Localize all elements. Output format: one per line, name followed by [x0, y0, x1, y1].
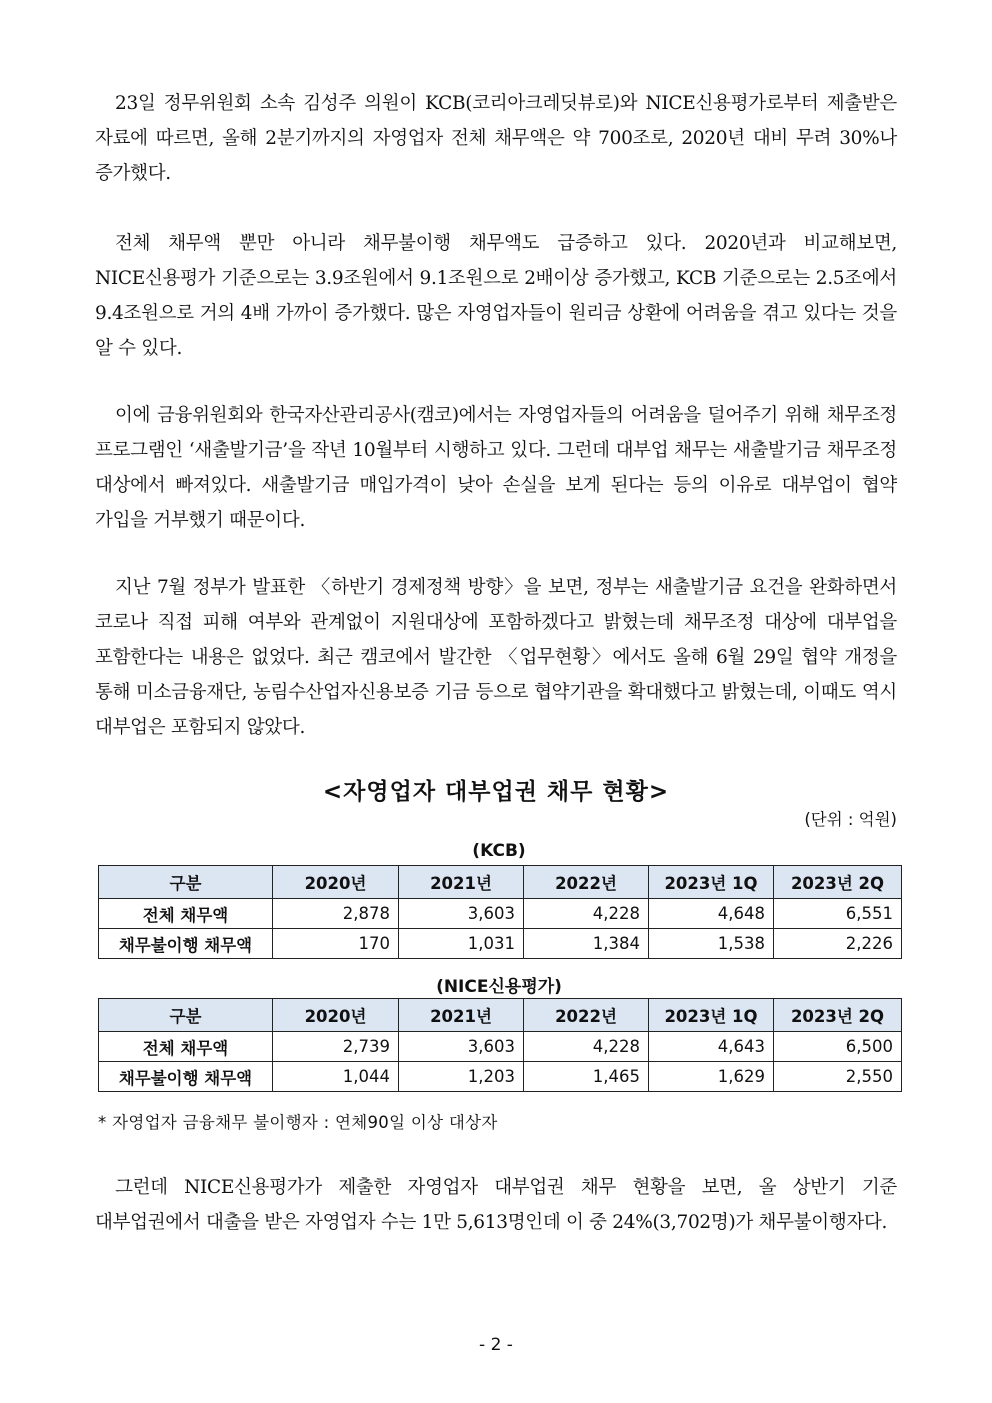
column-header: 2021년: [399, 866, 524, 899]
kcb-caption: (KCB): [472, 841, 526, 861]
table-cell: 1,044: [273, 1062, 399, 1092]
table-cell: 1,384: [524, 929, 649, 959]
table-cell: 4,643: [649, 1032, 774, 1062]
column-header: 2020년: [273, 866, 399, 899]
table-cell: 1,465: [524, 1062, 649, 1092]
column-header: 2023년 2Q: [774, 999, 902, 1032]
column-header: 구분: [99, 999, 273, 1032]
table-header-row: [99, 999, 902, 1032]
column-header: 구분: [99, 866, 273, 899]
paragraph-4: 지난 7월 정부가 발표한 〈하반기 경제정책 방향〉을 보면, 정부는 새출발기금 요건을 완화하면서 코로나 직접 피해 여부와 관계없이 지원대상에 포함하겠다고 밝혔는데 채무조정 대상에 대부업을 포함한다는 내용은 없었다. 최근 캠코에서 발간한 〈업무현황〉에서도 올해 6월 29일 협약 개정을 통해 미소금융재단, 농림수산업자신용보증 기금 등으로 협약기관을 확대했다고 밝혔는데, 이때도 역시 대부업은 포함되지 않았다.: [95, 577, 897, 738]
table-cell: 4,648: [649, 899, 774, 929]
paragraph-2: 전체 채무액 뿐만 아니라 채무불이행 채무액도 급증하고 있다. 2020년과 비교해보면, NICE신용평가 기준으로는 3.9조원에서 9.1조원으로 2배이상 증가했고, KCB 기준으로는 2.5조에서 9.4조원으로 거의 4배 가까이 증가했다. 많은 자영업자들이 원리금 상환에 어려움을 겪고 있다는 것을 알 수 있다.: [95, 233, 897, 359]
table-cell: 2,878: [273, 899, 399, 929]
column-header: 2022년: [524, 999, 649, 1032]
column-header: 2021년: [399, 999, 524, 1032]
row-label: 전체 채무액: [99, 1032, 273, 1062]
column-header: 2023년 1Q: [649, 999, 774, 1032]
table-cell: 3,603: [399, 1032, 524, 1062]
nice-table: [98, 998, 902, 1092]
paragraph-3: 이에 금융위원회와 한국자산관리공사(캠코)에서는 자영업자들의 어려움을 덜어주기 위해 채무조정 프로그램인 ‘새출발기금’을 작년 10월부터 시행하고 있다. 그런데 대부업 채무는 새출발기금 채무조정 대상에서 빠져있다. 새출발기금 매입가격이 낮아 손실을 보게 된다는 등의 이유로 대부업이 협약 가입을 거부했기 때문이다.: [95, 405, 897, 531]
table-cell: 1,538: [649, 929, 774, 959]
table-cell: 3,603: [399, 899, 524, 929]
column-header: 2023년 1Q: [649, 866, 774, 899]
table-row: [99, 1032, 902, 1062]
unit-label: (단위 : 억원): [804, 810, 897, 829]
table-cell: 1,203: [399, 1062, 524, 1092]
row-label: 채무불이행 채무액: [99, 1062, 273, 1092]
table-cell: 4,228: [524, 1032, 649, 1062]
table-title: <자영업자 대부업권 채무 현황>: [322, 779, 670, 805]
table-cell: 2,739: [273, 1032, 399, 1062]
table-cell: 2,226: [774, 929, 902, 959]
table-footnote: * 자영업자 금융채무 불이행자 : 연체90일 이상 대상자: [98, 1113, 498, 1132]
table-header-row: [99, 866, 902, 899]
column-header: 2020년: [273, 999, 399, 1032]
table-cell: 6,500: [774, 1032, 902, 1062]
table-cell: 6,551: [774, 899, 902, 929]
paragraph-1: 23일 정무위원회 소속 김성주 의원이 KCB(코리아크레딧뷰로)와 NICE신용평가로부터 제출받은 자료에 따르면, 올해 2분기까지의 자영업자 전체 채무액은 약 700조로, 2020년 대비 무려 30%나 증가했다.: [95, 93, 897, 184]
nice-caption: (NICE신용평가): [436, 977, 562, 997]
table-cell: 170: [273, 929, 399, 959]
paragraph-5: 그런데 NICE신용평가가 제출한 자영업자 대부업권 채무 현황을 보면, 올 상반기 기준 대부업권에서 대출을 받은 자영업자 수는 1만 5,613명인데 이 중 24%(3,702명)가 채무불이행자다.: [95, 1177, 897, 1233]
table-cell: 1,031: [399, 929, 524, 959]
table-cell: 2,550: [774, 1062, 902, 1092]
table-row: [99, 1062, 902, 1092]
row-label: 채무불이행 채무액: [99, 929, 273, 959]
table-cell: 1,629: [649, 1062, 774, 1092]
column-header: 2022년: [524, 866, 649, 899]
row-label: 전체 채무액: [99, 899, 273, 929]
kcb-table: [98, 865, 902, 959]
page-number: - 2 -: [479, 1335, 513, 1355]
table-row: [99, 929, 902, 959]
column-header: 2023년 2Q: [774, 866, 902, 899]
table-cell: 4,228: [524, 899, 649, 929]
table-row: [99, 899, 902, 929]
